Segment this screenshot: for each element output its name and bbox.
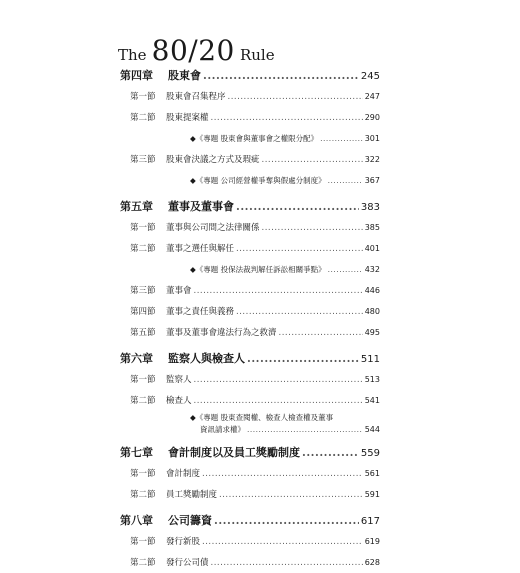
page-number: 401 [364,244,380,253]
toc-chapter [120,443,380,463]
page-number: 511 [360,354,380,365]
dot-leader [194,370,363,390]
section-title: 董事之責任與義務 [166,307,235,317]
section-number: 第一節 [130,223,156,233]
dot-leader [194,391,363,411]
section-title: 檢查人 [166,396,192,406]
page-number: 383 [360,202,380,213]
toc-section [120,484,380,505]
page-number: 591 [364,490,380,499]
section-title: 董事之選任與解任 [166,244,235,254]
chapter-number: 第五章 [120,200,153,213]
page-number: 628 [364,558,380,567]
page-number: 301 [364,134,380,143]
toc-section [120,238,380,259]
page-number: 290 [364,113,380,122]
section-title: 股東提案權 [166,113,209,123]
page-number: 432 [364,265,380,274]
book-title-number: 80/20 [151,34,235,67]
dot-leader [202,464,363,484]
dot-leader [320,128,363,149]
dot-leader [247,423,363,437]
toc-section [120,322,380,343]
section-title: 董事及董事會違法行為之救濟 [166,328,277,338]
section-number: 第二節 [130,396,156,406]
page-number: 561 [364,469,380,478]
page-number: 367 [364,176,380,185]
toc-chapter [120,66,380,86]
page-number: 446 [364,286,380,295]
dot-leader [247,349,359,369]
dot-leader [236,302,363,322]
section-title: 發行新股 [166,537,201,547]
section-number: 第三節 [130,286,156,296]
section-title: 員工獎勵制度 [166,490,218,500]
toc-section [120,390,380,411]
dot-leader [219,485,363,505]
page-number: 544 [364,425,380,434]
section-number: 第一節 [130,375,156,385]
page-number: 619 [364,537,380,546]
dot-leader [302,443,359,463]
dot-leader [211,108,363,128]
dot-leader [262,150,363,170]
page-number: 385 [364,223,380,232]
page-number: 247 [364,92,380,101]
section-number: 第二節 [130,113,156,123]
chapter-number: 第七章 [120,446,153,459]
topic-title: ◆《專題 投保法裁判解任訴訟相關爭點》 [190,265,326,274]
section-title: 董事與公司間之法律關係 [166,223,260,233]
topic-title: ◆《專題 股東會與董事會之權限分配》 [190,134,319,143]
section-title: 股東會決議之方式及瑕疵 [166,155,260,165]
toc-section [120,369,380,390]
section-title: 董事會 [166,286,192,296]
book-title-the: The [118,46,147,64]
page-number: 480 [364,307,380,316]
dot-leader [236,197,359,217]
topic-title-continued: 資訊請求權》 [200,425,245,434]
dot-leader [328,259,363,280]
page-number: 617 [360,516,380,527]
page-number: 513 [364,375,380,384]
book-title [118,34,275,67]
dot-leader [211,553,363,573]
toc-topic [120,170,380,191]
page-number: 559 [360,448,380,459]
chapter-number: 第四章 [120,69,153,82]
section-number: 第五節 [130,328,156,338]
toc-section [120,86,380,107]
dot-leader [228,87,363,107]
page-number: 322 [364,155,380,164]
dot-leader [236,239,363,259]
table-of-contents [120,66,380,573]
chapter-number: 第六章 [120,352,153,365]
dot-leader [202,532,363,552]
section-title: 發行公司債 [166,558,209,568]
section-number: 第三節 [130,155,156,165]
topic-title: ◆《專題 公司經營權爭奪與假處分制度》 [190,176,326,185]
section-number: 第一節 [130,537,156,547]
dot-leader [279,323,363,343]
toc-topic [120,128,380,149]
section-number: 第二節 [130,558,156,568]
chapter-number: 第八章 [120,514,153,527]
section-title: 監察人 [166,375,192,385]
toc-topic [120,411,380,437]
chapter-title: 董事及董事會 [168,200,234,213]
chapter-title: 公司籌資 [168,514,212,527]
page-number: 495 [364,328,380,337]
toc-section [120,280,380,301]
dot-leader [194,281,363,301]
toc-section [120,301,380,322]
topic-title: ◆《專題 股東查閱權、檢查人檢查權及董事 [190,413,334,422]
book-title-rule: Rule [239,46,275,64]
section-number: 第二節 [130,490,156,500]
toc-chapter [120,349,380,369]
chapter-title: 股東會 [168,69,201,82]
toc-section [120,552,380,573]
page-number: 541 [364,396,380,405]
topic-continuation [200,423,380,437]
toc-chapter [120,197,380,217]
toc-section [120,463,380,484]
toc-section [120,149,380,170]
toc-section [120,107,380,128]
section-number: 第一節 [130,92,156,102]
chapter-title: 監察人與檢查人 [168,352,245,365]
toc-topic [120,259,380,280]
section-title: 會計制度 [166,469,201,479]
section-number: 第四節 [130,307,156,317]
dot-leader [203,66,359,86]
section-title: 股東會召集程序 [166,92,226,102]
dot-leader [328,170,363,191]
dot-leader [214,511,359,531]
dot-leader [262,218,363,238]
toc-section [120,531,380,552]
toc-chapter [120,511,380,531]
chapter-title: 會計制度以及員工獎勵制度 [168,446,300,459]
section-number: 第二節 [130,244,156,254]
toc-section [120,217,380,238]
page-number: 245 [360,71,380,82]
section-number: 第一節 [130,469,156,479]
